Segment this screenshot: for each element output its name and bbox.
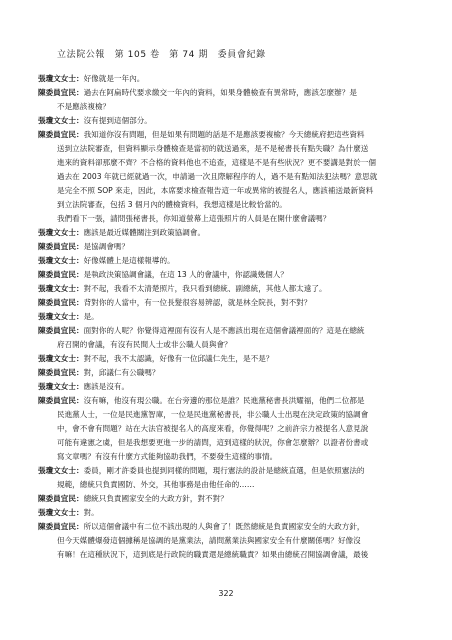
transcript-line	[38, 548, 420, 562]
transcript-line	[38, 352, 420, 366]
speech-text: 應該是最近媒體關注到政策協調會。	[83, 228, 206, 237]
speech-text: 有嘛！在這種狀況下，這到底是行政院的職責還是總統職責？如果由總統召開協調會議，最後	[57, 550, 369, 559]
speech-text: 面對你的人呢？你覺得這裡面有沒有人是不應該出現在這個會議裡面的？這是在總統	[83, 326, 365, 335]
transcript-body	[38, 72, 420, 562]
speech-text: 我們看下一張，請問張秘書長，你知道螢幕上這張照片的人員是在開什麼會議嗎？	[57, 214, 331, 223]
speech-text: 但今天媒體爆發這個據稱是協調的是黨業法，請問黨業法與國家安全有什麼關係嗎？好像沒	[57, 536, 361, 545]
speech-text: 好像就是一年內。	[83, 74, 145, 83]
speech-text: 民進黨人士，一位是民進黨智庫，一位是民進黨秘書長，非公職人士出現在決定政策的協調會	[57, 410, 369, 419]
speech-text: 是完全不照 SOP 來走，因此，本席要求檢查報告這一年或異常的被提名人，應該補送最新資料	[57, 186, 374, 195]
transcript-line	[38, 240, 420, 254]
speech-text: 沒有提到這個部分。	[83, 116, 152, 125]
transcript-line	[38, 226, 420, 240]
speech-text: 對，邱議仁有公職嗎？	[83, 368, 160, 377]
transcript-line	[38, 310, 420, 324]
transcript-line	[38, 198, 420, 212]
speech-text: 是執政決策協調會議，在這 13 人的會議中，你認識幾個人？	[83, 270, 288, 279]
speaker-label: 陳委員宜民：	[38, 522, 84, 531]
speaker-label: 張瓊文女士：	[38, 74, 84, 83]
speaker-label: 陳委員宜民：	[38, 298, 84, 307]
speaker-label: 陳委員宜民：	[38, 368, 84, 377]
speech-text: 對。	[83, 508, 99, 517]
transcript-line	[38, 156, 420, 170]
transcript-line	[38, 114, 420, 128]
transcript-line	[38, 464, 420, 478]
speaker-label: 張瓊文女士：	[38, 228, 84, 237]
transcript-line	[38, 184, 420, 198]
speaker-label: 張瓊文女士：	[38, 256, 84, 265]
transcript-line	[38, 86, 420, 100]
speech-text: 是協調會嗎？	[83, 242, 130, 251]
transcript-line	[38, 128, 420, 142]
speaker-label: 陳委員宜民：	[38, 270, 84, 279]
transcript-line	[38, 282, 420, 296]
speech-text: 送到立法院審查，但資料顯示身體檢查是當初的就送過來，是不是秘書長有點失職？為什麼送	[57, 144, 369, 153]
speech-text: 委員，剛才許委員也提到同樣的問題，現行憲法的設計是總統直選，但是依照憲法的	[83, 466, 365, 475]
speaker-label: 陳委員宜民：	[38, 326, 84, 335]
speech-text: 規範，總統只負責國防、外交，其他事務是由他任命的……	[57, 480, 255, 489]
transcript-line	[38, 268, 420, 282]
transcript-line	[38, 422, 420, 436]
speech-text: 不是應該複檢？	[57, 102, 111, 111]
speaker-label: 張瓊文女士：	[38, 382, 84, 391]
speech-text: 對不起，我不太認識，好像有一位邱議仁先生，是不是？	[83, 354, 274, 363]
transcript-line	[38, 506, 420, 520]
speaker-label: 張瓊文女士：	[38, 466, 84, 475]
transcript-line	[38, 380, 420, 394]
transcript-line	[38, 450, 420, 464]
speech-text: 是。	[83, 312, 99, 321]
transcript-line	[38, 296, 420, 310]
transcript-line	[38, 366, 420, 380]
speech-text: 到立法院審查，包括 3 個月內的體檢資料，我想這樣是比較恰當的。	[57, 200, 287, 209]
speech-text: 過去在阿扁時代要求繳交一年內的資料，如果身體檢查有異常時，應該怎麼辦？是	[83, 88, 357, 97]
speaker-label: 陳委員宜民：	[38, 396, 84, 405]
transcript-line	[38, 436, 420, 450]
speech-text: 好像媒體上是這樣報導的。	[83, 256, 175, 265]
speech-text: 總統只負責國家安全的大政方針，對不對？	[83, 494, 228, 503]
page-number: 322	[218, 589, 234, 598]
transcript-line	[38, 254, 420, 268]
transcript-line	[38, 100, 420, 114]
speaker-label: 張瓊文女士：	[38, 508, 84, 517]
speech-text: 對不起，我看不太清楚照片，我只看到總統、副總統，其他人都太遠了。	[83, 284, 327, 293]
speech-text: 府召開的會議，有沒有民間人士或非公職人員與會？	[57, 340, 232, 349]
transcript-line	[38, 338, 420, 352]
transcript-line	[38, 394, 420, 408]
transcript-line	[38, 212, 420, 226]
speech-text: 寫文章嗎？有沒有什麼方式能夠協助我們，不要發生這樣的事情。	[57, 452, 278, 461]
speech-text: 可能有違憲之虞，但是我想要更進一步的請問，這到這樣的狀況，你會怎麼辦？以證者份書或	[57, 438, 369, 447]
speech-text: 我知道你沒有問題，但是如果有問題的話是不是應該要複檢？今天總統府把這些資料	[83, 130, 365, 139]
speech-text: 過去在 2003 年就已經就過一次，申請過一次且際解程序的人，過不是有點知法犯法嗎？意思就	[57, 172, 378, 181]
transcript-line	[38, 492, 420, 506]
speaker-label: 陳委員宜民：	[38, 242, 84, 251]
speech-text: 應該是沒有。	[83, 382, 130, 391]
transcript-line	[38, 408, 420, 422]
transcript-line	[38, 72, 420, 86]
transcript-line	[38, 142, 420, 156]
speech-text: 所以這個會議中有二位不該出現的人與會了！既然總統是負責國家安全的大政方針，	[83, 522, 365, 531]
transcript-line	[38, 534, 420, 548]
publication-header: 立法院公報 第 105 卷 第 74 期 委員會紀錄	[57, 50, 266, 60]
speech-text: 中，會不會有問題？站在大法官被提名人的高度來看，你覺得呢？之前許宗力被提名人意見說	[57, 424, 369, 433]
speech-text: 進來的資料卻那麼不齊？不合格的資料他也不追查，這樣是不是有些狀況？更不要講是對於一個	[57, 158, 376, 167]
speaker-label: 陳委員宜民：	[38, 494, 84, 503]
transcript-line	[38, 170, 420, 184]
speaker-label: 陳委員宜民：	[38, 88, 84, 97]
transcript-line	[38, 324, 420, 338]
transcript-line	[38, 478, 420, 492]
speech-text: 背對你的人當中，有一位長髮很容易辨認，就是林全院長，對不對？	[83, 298, 312, 307]
speaker-label: 張瓊文女士：	[38, 312, 84, 321]
speaker-label: 張瓊文女士：	[38, 284, 84, 293]
speaker-label: 陳委員宜民：	[38, 130, 84, 139]
speaker-label: 張瓊文女士：	[38, 354, 84, 363]
speech-text: 沒有嘛，他沒有現公職。在台旁邊的那位是誰？民進黨秘書長洪耀福，他們二位都是	[83, 396, 365, 405]
transcript-line	[38, 520, 420, 534]
speaker-label: 張瓊文女士：	[38, 116, 84, 125]
